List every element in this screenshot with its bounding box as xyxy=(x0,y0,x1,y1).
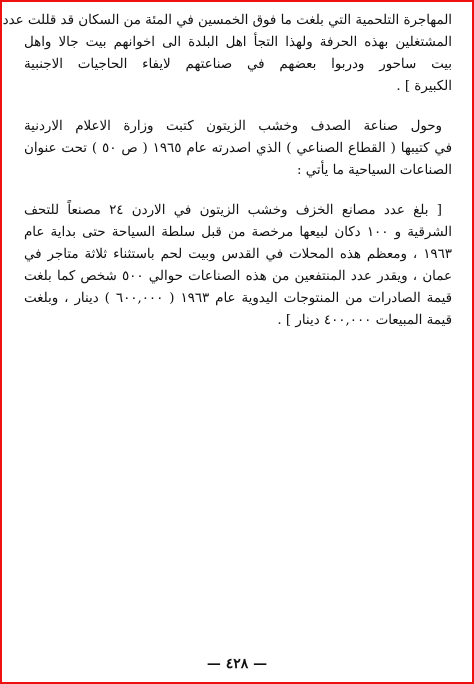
quote-line: عمان ، ويقدر عدد المنتفعين من هذه الصناعات حوالي ٥٠٠ شخص كما بلغت xyxy=(24,269,452,284)
text-line: في كتيبها ( القطاع الصناعي ) الذي اصدرته عام ١٩٦٥ ( ص ٥٠ ) تحت عنوان xyxy=(24,141,452,156)
quote-line: [ بلغ عدد مصانع الخزف وخشب الزيتون في الاردن ٢٤ مصنعاً للتحف xyxy=(24,203,443,218)
quote-line: الشرقية و ١٠٠ دكان لبيعها مرخصة من قبل سلطة السياحة حتى بداية عام xyxy=(24,225,452,240)
quote-line: قيمة المبيعات ٤٠٠,٠٠٠ دينار ] . xyxy=(277,313,452,328)
text-line: بيت ساحور ودربوا بعضهم في صناعتهم لايفاء الحاجيات الاجنبية xyxy=(24,57,452,72)
text-line: وحول صناعة الصدف وخشب الزيتون كتبت وزارة الاعلام الاردنية xyxy=(24,119,442,134)
quote-line: قيمة الصادرات من المنتوجات اليدوية عام ١٩٦٣ ( ٦٠٠,٠٠٠ ) دينار ، وبلغت xyxy=(24,291,453,306)
document-page xyxy=(2,10,453,674)
page-number: — ٤٢٨ — xyxy=(206,656,268,672)
quote-line: ١٩٦٣ ، ومعظم هذه المحلات في القدس وبيت لحم باستثناء ثلاثة متاجر في xyxy=(24,247,452,262)
text-line: المشتغلين بهذه الحرفة ولهذا التجأ اهل البلدة الى اخوانهم بيت جالا واهل xyxy=(24,35,452,50)
text-line: الكبيرة ] . xyxy=(396,79,452,94)
text-line: الصناعات السياحية ما يأتي : xyxy=(296,163,452,178)
text-line: المهاجرة التلحمية التي بلغت ما فوق الخمسين في المئة من السكان قد قللت عدد xyxy=(2,13,452,28)
